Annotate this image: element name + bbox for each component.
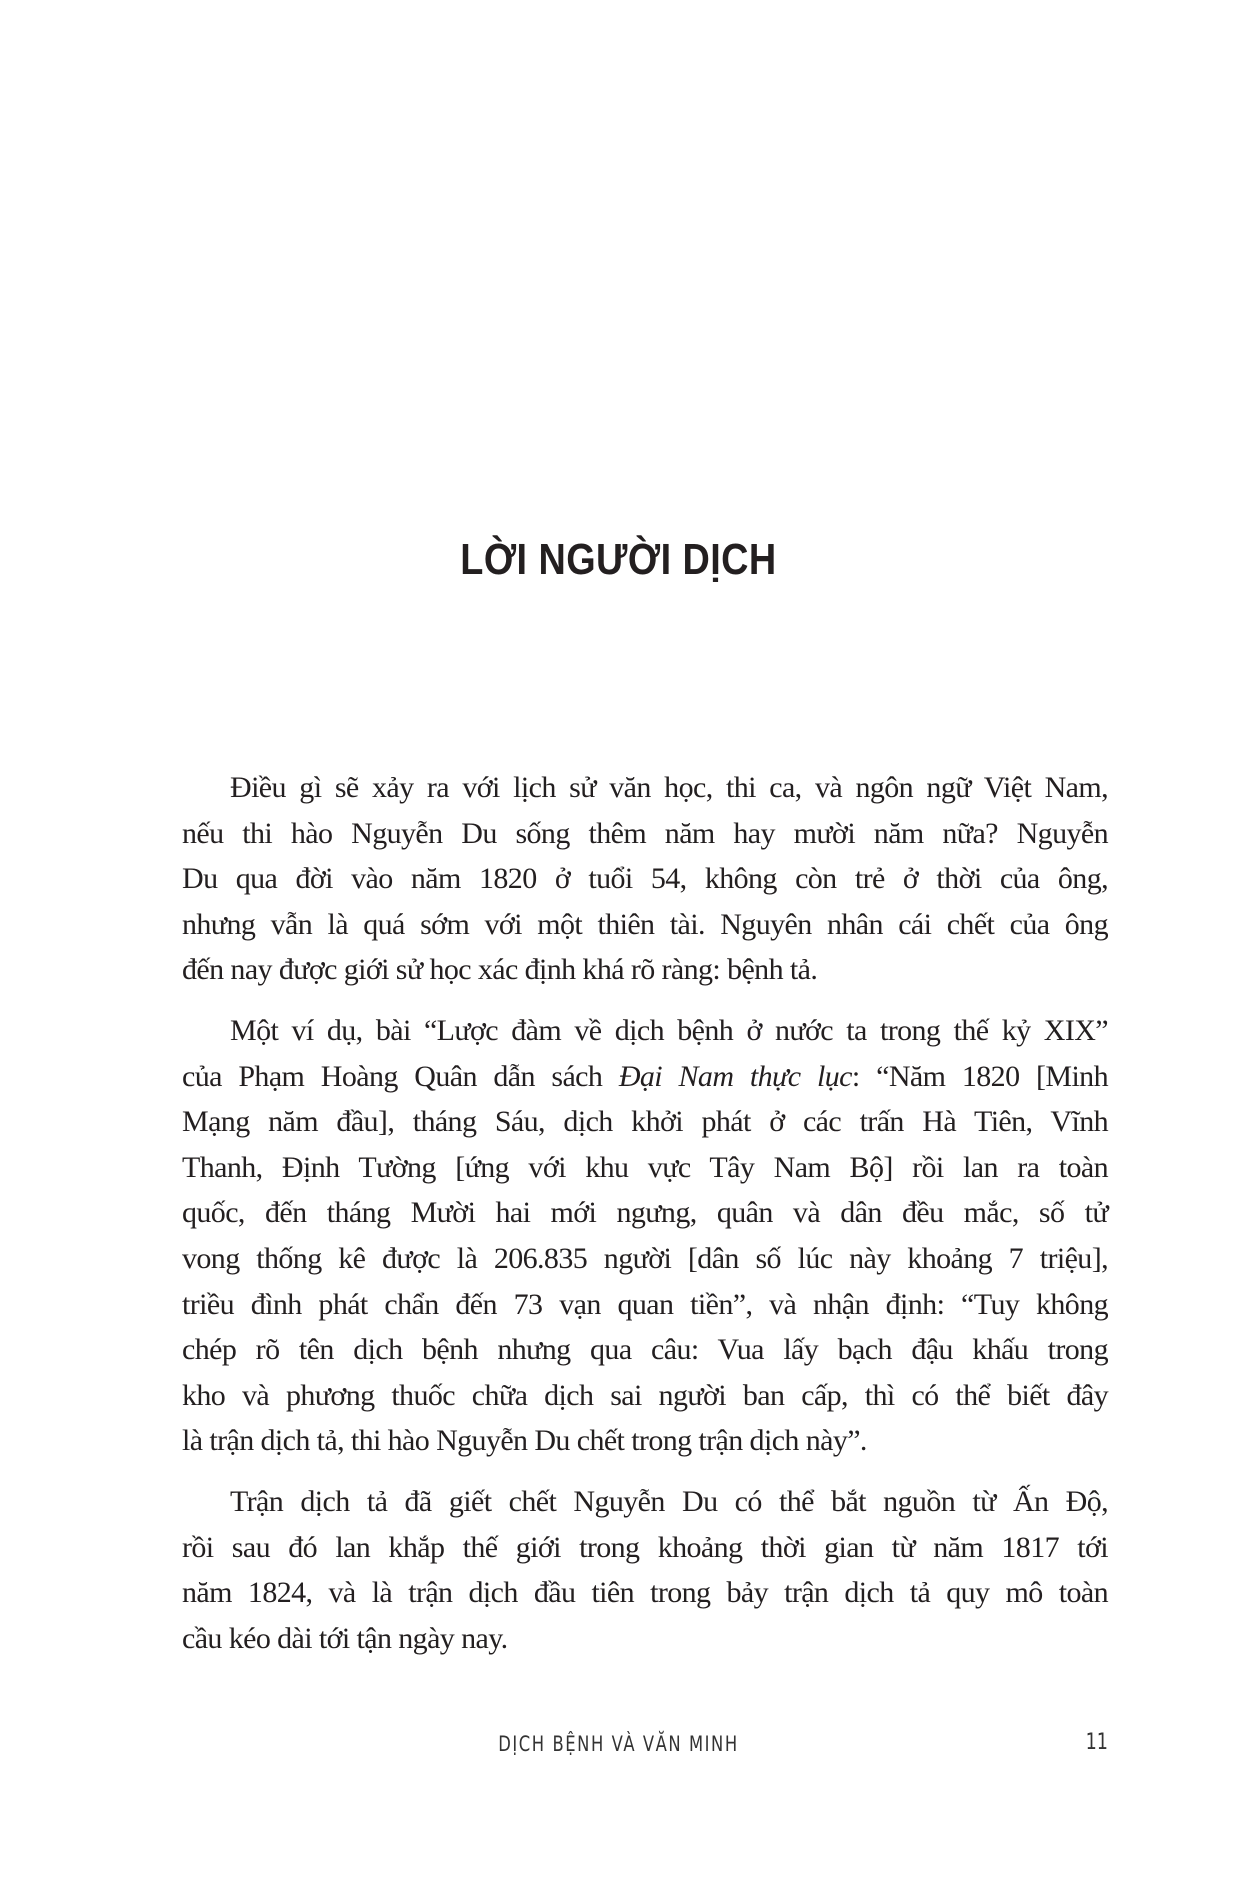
paragraph: [182, 1008, 1108, 1464]
text-line: đến nay được giới sử học xác định khá rõ ràng: bệnh tả.: [182, 953, 818, 987]
text-line: rồi sau đó lan khắp thế giới trong khoảng thời gian từ năm 1817 tới: [182, 1530, 1108, 1564]
text-line: quốc, đến tháng Mười hai mới ngưng, quân và dân đều mắc, số tử: [182, 1196, 1108, 1230]
text-line: năm 1824, và là trận dịch đầu tiên trong bảy trận dịch tả quy mô toàn: [182, 1576, 1108, 1610]
running-title: DỊCH BỆNH VÀ VĂN MINH: [498, 1732, 739, 1756]
text-line: Du qua đời vào năm 1820 ở tuổi 54, không còn trẻ ở thời của ông,: [182, 862, 1108, 896]
chapter-title: LỜI NGƯỜI DỊCH: [460, 535, 777, 585]
page-number: 11: [1085, 1730, 1108, 1755]
text-line: kho và phương thuốc chữa dịch sai người ban cấp, thì có thể biết đây: [182, 1378, 1108, 1412]
paragraph: [182, 1479, 1108, 1661]
book-title: Đại Nam thực lục: [618, 1059, 852, 1093]
text-line: [182, 1054, 1108, 1100]
text-segment: của Phạm Hoàng Quân dẫn sách: [182, 1059, 619, 1093]
text-line: Thanh, Định Tường [ứng với khu vực Tây Nam Bộ] rồi lan ra toàn: [182, 1150, 1108, 1184]
paragraph: [182, 765, 1108, 993]
text-line: Điều gì sẽ xảy ra với lịch sử văn học, thi ca, và ngôn ngữ Việt Nam,: [230, 771, 1108, 804]
text-line: chép rõ tên dịch bệnh nhưng qua câu: Vua lấy bạch đậu khấu trong: [182, 1333, 1108, 1367]
text-line: cầu kéo dài tới tận ngày nay.: [182, 1621, 508, 1655]
text-segment: : “Năm 1820 [Minh: [851, 1059, 1108, 1093]
text-line: Mạng năm đầu], tháng Sáu, dịch khởi phát ở các trấn Hà Tiên, Vĩnh: [182, 1105, 1108, 1139]
text-line: Một ví dụ, bài “Lược đàm về dịch bệnh ở nước ta trong thế kỷ XIX”: [230, 1013, 1108, 1047]
text-line: vong thống kê được là 206.835 người [dân số lúc này khoảng 7 triệu],: [182, 1241, 1108, 1275]
text-line: nhưng vẫn là quá sớm với một thiên tài. Nguyên nhân cái chết của ông: [182, 907, 1108, 941]
body-text: [182, 765, 1108, 1676]
text-line: Trận dịch tả đã giết chết Nguyễn Du có thể bắt nguồn từ Ấn Độ,: [230, 1484, 1108, 1518]
text-line: triều đình phát chẩn đến 73 vạn quan tiền”, và nhận định: “Tuy không: [182, 1287, 1108, 1321]
text-line: là trận dịch tả, thi hào Nguyễn Du chết trong trận dịch này”.: [182, 1424, 867, 1458]
text-line: nếu thi hào Nguyễn Du sống thêm năm hay mười năm nữa? Nguyễn: [182, 816, 1108, 850]
